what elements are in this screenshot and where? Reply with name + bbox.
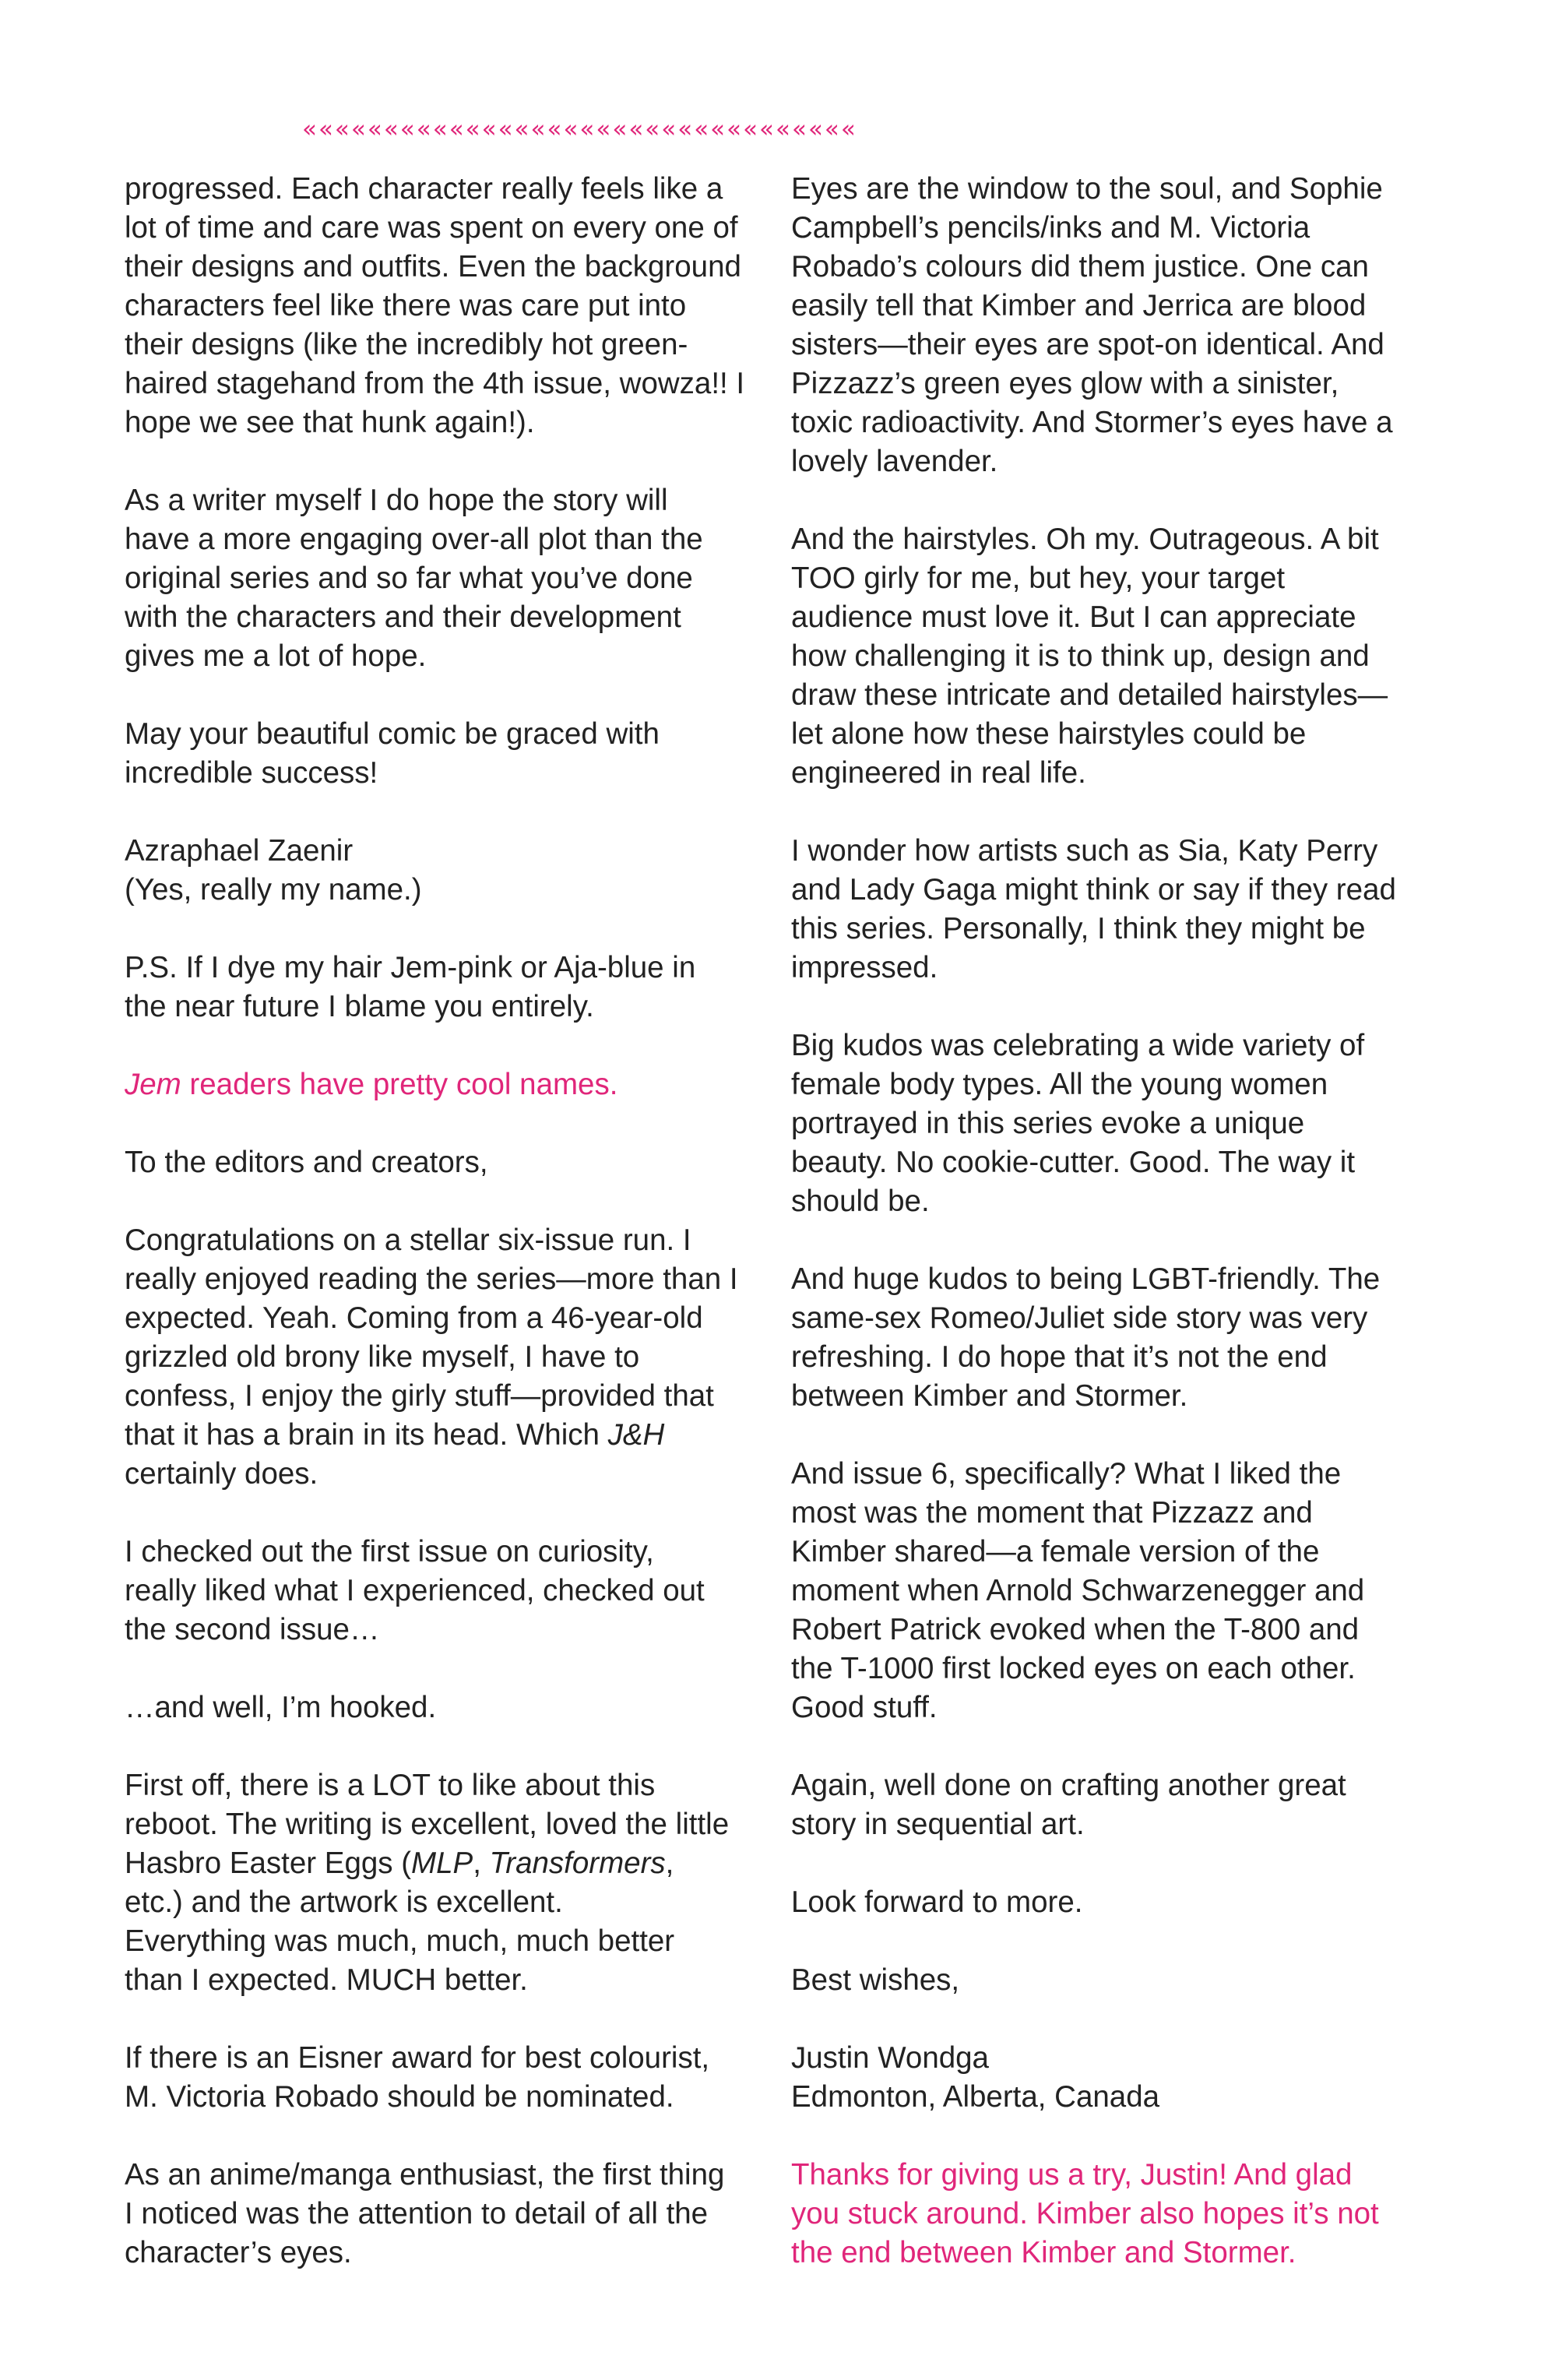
- letter-paragraph: Big kudos was celebrating a wide variety of female body types. All the young women portrayed in this series evoke a unique beauty. No cookie-cutter. Good. The way it should be.: [791, 1029, 1365, 1218]
- letter-signature: Justin Wondga Edmonton, Alberta, Canada: [791, 2041, 1160, 2114]
- editor-reply: Jem readers have pretty cool names.: [125, 1068, 618, 1101]
- letter-paragraph: I wonder how artists such as Sia, Katy Perry and Lady Gaga might think or say if they read this series. Personally, I think they might be impressed.: [791, 834, 1396, 984]
- letter-paragraph: And huge kudos to being LGBT-friendly. The same-sex Romeo/Juliet side story was very refreshing. I do hope that it’s not the end between Kimber and Stormer.: [791, 1262, 1381, 1413]
- letter-paragraph: Congratulations on a stellar six-issue run. I really enjoyed reading the series—more than I expected. Yeah. Coming from a 46-year-old grizzled old brony like myself, I have to confess, I enjoy the girly stuff—provided that that it has a brain in its head. Which J&H certainly does.: [125, 1223, 738, 1491]
- letter-paragraph: If there is an Eisner award for best colourist, M. Victoria Robado should be nominated.: [125, 2041, 710, 2114]
- right-column: [791, 170, 1445, 2311]
- letter-paragraph: Look forward to more.: [791, 1885, 1083, 1919]
- letter-paragraph: May your beautiful comic be graced with incredible success!: [125, 717, 660, 790]
- chevron-divider: ««««««««««««««««««««««««««««««««««: [302, 115, 857, 143]
- letter-paragraph: I checked out the first issue on curiosity, really liked what I experienced, checked out the second issue…: [125, 1535, 705, 1646]
- left-column: [125, 170, 779, 2311]
- letter-postscript: P.S. If I dye my hair Jem-pink or Aja-blue in the near future I blame you entirely.: [125, 951, 696, 1023]
- letter-paragraph: Eyes are the window to the soul, and Sophie Campbell’s pencils/inks and M. Victoria Robado’s colours did them justice. One can easily tell that Kimber and Jerrica are blood sisters—their eyes are spot-on identical. And Pizzazz’s green eyes glow with a sinister, toxic radioactivity. And Stormer’s eyes have a lovely lavender.: [791, 172, 1393, 478]
- letter-paragraph: …and well, I’m hooked.: [125, 1691, 437, 1724]
- letter-paragraph: progressed. Each character really feels like a lot of time and care was spent on every one of their designs and outfits. Even the background characters feel like there was care put into their designs (like the incredibly hot green- haired stagehand from the 4th issue, wowza!! I hope we see that hunk again!).: [125, 172, 745, 439]
- letter-paragraph: And the hairstyles. Oh my. Outrageous. A bit TOO girly for me, but hey, your target audience must love it. But I can appreciate how challenging it is to think up, design and draw these intricate and detailed hairstyles— let alone how these hairstyles could be engineered in real life.: [791, 523, 1388, 790]
- letter-closing: Best wishes,: [791, 1963, 960, 1997]
- letter-salutation: To the editors and creators,: [125, 1146, 488, 1179]
- editor-reply: Thanks for giving us a try, Justin! And glad you stuck around. Kimber also hopes it’s not the end between Kimber and Stormer.: [791, 2158, 1379, 2269]
- letter-paragraph: Again, well done on crafting another great story in sequential art.: [791, 1769, 1346, 1841]
- letter-paragraph: As a writer myself I do hope the story will have a more engaging over-all plot than the original series and so far what you’ve done with the characters and their development gives me a lot of hope.: [125, 484, 703, 673]
- letter-paragraph: And issue 6, specifically? What I liked the most was the moment that Pizzazz and Kimber shared—a female version of the moment when Arnold Schwarzenegger and Robert Patrick evoked when the T-800 and the T-1000 first locked eyes on each other. Good stuff.: [791, 1457, 1365, 1724]
- letter-paragraph: As an anime/manga enthusiast, the first thing I noticed was the attention to detail of all the character’s eyes.: [125, 2158, 725, 2269]
- letter-signature: Azraphael Zaenir (Yes, really my name.): [125, 834, 422, 907]
- letter-paragraph: First off, there is a LOT to like about this reboot. The writing is excellent, loved the little Hasbro Easter Eggs (MLP, Transformers, etc.) and the artwork is excellent. Everything was much, much, much better than I expected. MUCH better.: [125, 1769, 730, 1997]
